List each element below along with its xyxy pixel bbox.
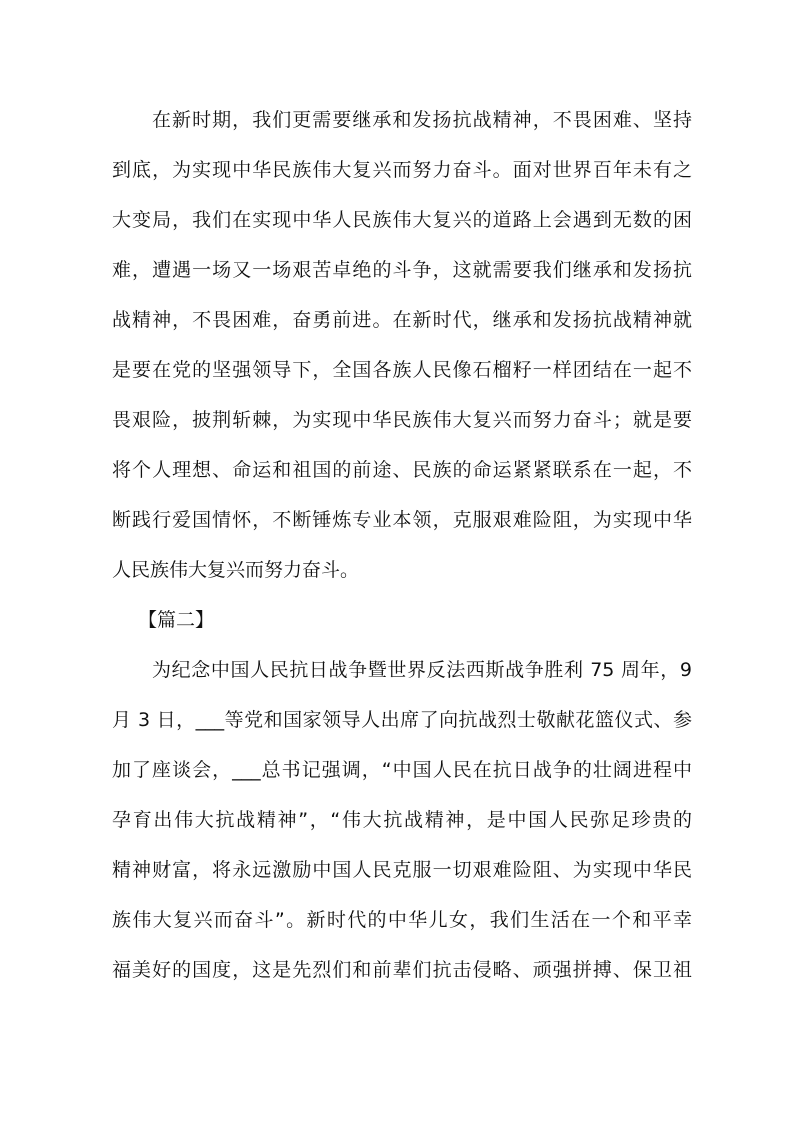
paragraph-line: 为纪念中国人民抗日战争暨世界反法西斯战争胜利 75 周年，9 — [152, 659, 692, 681]
paragraph-line: 到底，为实现中华民族伟大复兴而努力奋斗。面对世界百年未有之 — [112, 159, 692, 181]
paragraph-line: 福美好的国度，这是先烈们和前辈们抗击侵略、顽强拼搏、保卫祖 — [112, 959, 692, 981]
paragraph-line: 精神财富，将永远激励中国人民克服一切艰难险阻、为实现中华民 — [112, 859, 692, 881]
paragraph-line: 断践行爱国情怀，不断锤炼专业本领，克服艰难险阻，为实现中华 — [112, 509, 692, 531]
paragraph-line: 难，遭遇一场又一场艰苦卓绝的斗争，这就需要我们继承和发扬抗 — [112, 259, 692, 281]
paragraph-line: 畏艰险，披荆斩棘，为实现中华民族伟大复兴而努力奋斗；就是要 — [112, 409, 692, 431]
paragraph-line: 族伟大复兴而奋斗”。新时代的中华儿女，我们生活在一个和平幸 — [112, 909, 692, 931]
paragraph-line: 加了座谈会，___总书记强调，“中国人民在抗日战争的壮阔进程中 — [112, 759, 692, 781]
paragraph-line: 人民族伟大复兴而努力奋斗。 — [112, 559, 360, 581]
paragraph-line: 战精神，不畏困难，奋勇前进。在新时代，继承和发扬抗战精神就 — [112, 309, 692, 331]
paragraph-line: 将个人理想、命运和祖国的前途、民族的命运紧紧联系在一起，不 — [112, 459, 692, 481]
section-heading: 【篇二】 — [138, 609, 215, 631]
paragraph-line: 大变局，我们在实现中华人民族伟大复兴的道路上会遇到无数的困 — [112, 209, 692, 231]
paragraph-line: 月 3 日，___等党和国家领导人出席了向抗战烈士敬献花篮仪式、参 — [112, 709, 692, 731]
paragraph-line: 在新时期，我们更需要继承和发扬抗战精神，不畏困难、坚持 — [152, 109, 692, 131]
paragraph-line: 是要在党的坚强领导下，全国各族人民像石榴籽一样团结在一起不 — [112, 359, 692, 381]
paragraph-line: 孕育出伟大抗战精神”，“伟大抗战精神，是中国人民弥足珍贵的 — [112, 809, 692, 831]
